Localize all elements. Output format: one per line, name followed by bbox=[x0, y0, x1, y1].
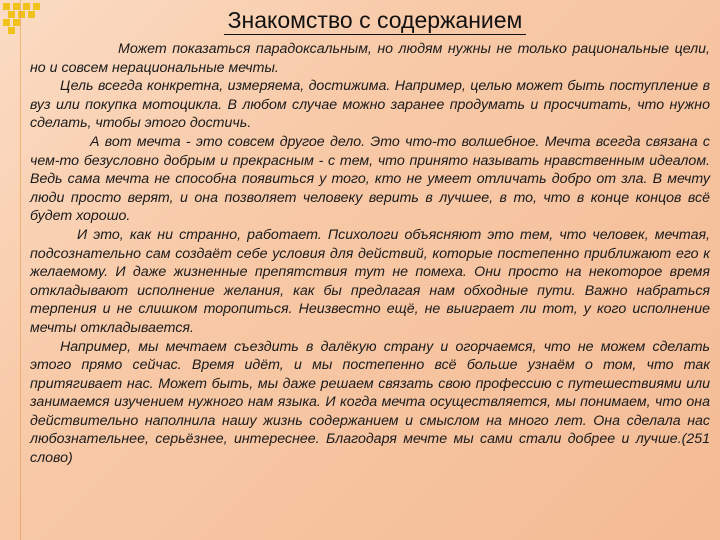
slide-title: Знакомство с содержанием bbox=[224, 6, 527, 35]
paragraph-5: Например, мы мечтаем съездить в далёкую страну и огорчаемся, что не можем сделать этого прямо сейчас. Время идёт, и мы постепенно всё больше узнаём о том, что так притягивает нас. Может быть, мы даже решаем связать свою профессию с путешествиями или занимаемся изучением нужного нам языка. И когда мечта осуществляется, мы понимаем, что она действительно наполнила нашу жизнь содержанием и смыслом на много лет. Она сделала нас любознательнее, серьёзнее, интереснее. Благодаря мечте мы сами стали добрее и лучше.(251 слово) bbox=[30, 338, 710, 467]
paragraph-2: Цель всегда конкретна, измеряема, достижима. Например, целью может быть поступление в вуз или покупка мотоцикла. В любом случае можно заранее продумать и просчитать, что нужно сделать, чтобы этого достичь. bbox=[30, 78, 710, 132]
left-margin-line bbox=[20, 0, 21, 540]
slide-title-container bbox=[0, 6, 720, 35]
paragraph-1: Может показаться парадоксальным, но людям нужны не только рациональные цели, но и совсем нерациональные мечты. bbox=[30, 41, 710, 76]
body-text bbox=[30, 40, 710, 468]
paragraph-4: И это, как ни странно, работает. Психологи объясняют это тем, что человек, мечтая, подсознательно сам создаёт себе условия для действий, которые постепенно приближают его к желаемому. И даже жизненные препятствия тут не помеха. Они просто на некоторое время откладывают исполнение желания, как бы предлагая нам обходные пути. Важно набраться терпения и не слишком торопиться. Неизвестно ещё, не выиграет ли тот, у кого исполнение мечты откладывается. bbox=[30, 226, 710, 336]
paragraph-3: А вот мечта - это совсем другое дело. Это что-то волшебное. Мечта всегда связана с чем-то безусловно добрым и прекрасным - с тем, что принято называть нравственным идеалом. Ведь сама мечта не способна появиться у того, кто не умеет отличать добро от зла. В мечту люди просто верят, и она позволяет человеку верить в лучшее, в то, что в конце концов всё будет хорошо. bbox=[30, 133, 710, 225]
